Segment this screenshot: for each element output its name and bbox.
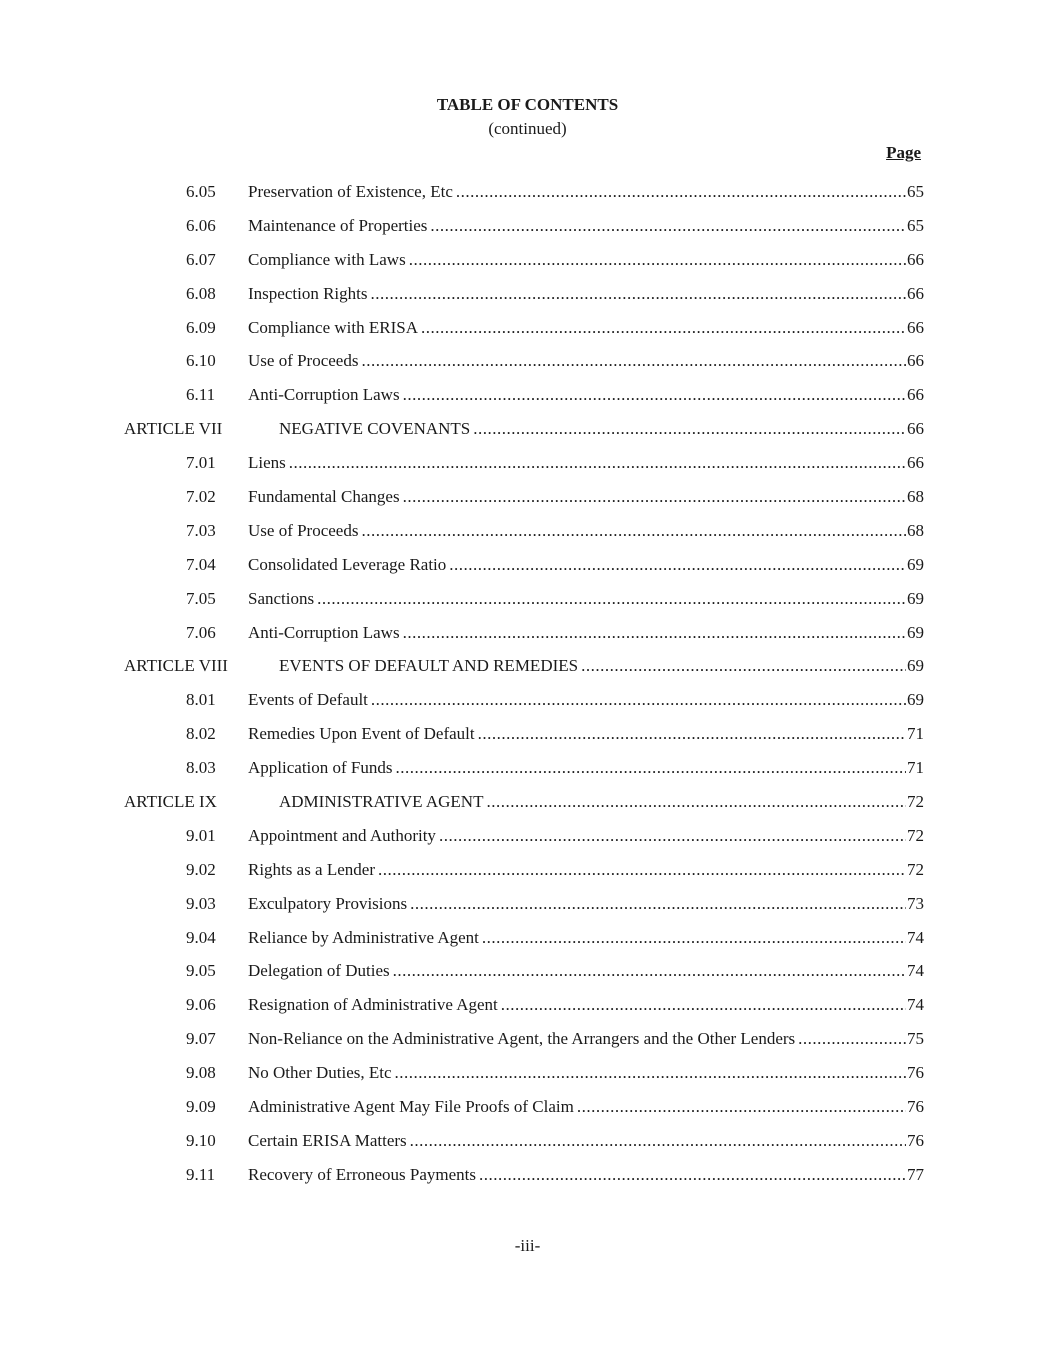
- section-number: 9.02: [186, 859, 216, 879]
- page-reference: 69: [907, 690, 924, 710]
- article-number: ARTICLE VIII: [124, 656, 228, 676]
- dot-leader: [370, 284, 906, 304]
- section-number: 7.02: [186, 487, 216, 507]
- toc-section-row: [0, 826, 1055, 860]
- page-reference: 66: [907, 351, 924, 371]
- dot-leader: [371, 690, 906, 710]
- dot-leader: [479, 1165, 906, 1185]
- dot-leader: [430, 216, 906, 236]
- toc-entry: [248, 318, 924, 338]
- dot-leader: [410, 1131, 906, 1151]
- toc-section-row: [0, 995, 1055, 1029]
- toc-section-row: [0, 1029, 1055, 1063]
- page-reference: 66: [907, 419, 924, 439]
- page-reference: 76: [907, 1130, 924, 1150]
- section-number: 7.01: [186, 453, 216, 473]
- section-title: Appointment and Authority: [248, 825, 436, 845]
- toc-subtitle: (continued): [488, 119, 567, 138]
- section-number: 9.05: [186, 961, 216, 981]
- page-reference: 66: [907, 317, 924, 337]
- toc-section-row: [0, 487, 1055, 521]
- article-title: EVENTS OF DEFAULT AND REMEDIES: [279, 656, 579, 676]
- section-number: 6.10: [186, 351, 216, 371]
- section-title: Remedies Upon Event of Default: [248, 724, 475, 744]
- dot-leader: [456, 182, 906, 202]
- toc-entry: [248, 690, 924, 710]
- toc-section-row: [0, 284, 1055, 318]
- page-reference: 77: [907, 1164, 924, 1184]
- toc-entry: [279, 792, 924, 812]
- section-number: 9.11: [186, 1164, 216, 1184]
- dot-leader: [473, 419, 906, 439]
- section-number: 8.01: [186, 690, 216, 710]
- section-title: Inspection Rights: [248, 283, 368, 303]
- toc-entry: [248, 995, 924, 1015]
- dot-leader: [439, 826, 906, 846]
- article-number: ARTICLE VII: [124, 419, 223, 439]
- page-number: -iii-: [514, 1236, 541, 1255]
- toc-entry: [248, 724, 924, 744]
- toc-title: TABLE OF CONTENTS: [436, 95, 619, 114]
- page-reference: 69: [907, 554, 924, 574]
- section-title: Maintenance of Properties: [248, 215, 428, 235]
- toc-entry: [248, 385, 924, 405]
- section-number: 8.02: [186, 724, 216, 744]
- section-title: Non-Reliance on the Administrative Agent, the Arrangers and the Other Lenders: [248, 1029, 796, 1049]
- toc-entry: [248, 758, 924, 778]
- toc-section-row: [0, 555, 1055, 589]
- toc-entry: [248, 1063, 924, 1083]
- toc-section-row: [0, 690, 1055, 724]
- section-number: 6.09: [186, 317, 216, 337]
- section-number: 9.06: [186, 995, 216, 1015]
- toc-section-row: [0, 453, 1055, 487]
- article-title: ADMINISTRATIVE AGENT: [279, 792, 484, 812]
- dot-leader: [581, 656, 906, 676]
- toc-section-row: [0, 351, 1055, 385]
- section-number: 9.07: [186, 1029, 216, 1049]
- toc-section-row: [0, 385, 1055, 419]
- dot-leader: [395, 1063, 906, 1083]
- section-number: 7.04: [186, 554, 216, 574]
- toc-section-row: [0, 589, 1055, 623]
- toc-article-row: [0, 792, 1055, 826]
- page-reference: 69: [907, 588, 924, 608]
- section-number: 9.10: [186, 1130, 216, 1150]
- section-title: Compliance with Laws: [248, 249, 406, 269]
- page-reference: 74: [907, 995, 924, 1015]
- section-title: No Other Duties, Etc: [248, 1063, 392, 1083]
- dot-leader: [361, 521, 906, 541]
- toc-section-row: [0, 894, 1055, 928]
- toc-entry: [248, 928, 924, 948]
- section-number: 9.01: [186, 825, 216, 845]
- toc-entry: [248, 250, 924, 270]
- section-title: Administrative Agent May File Proofs of Claim: [248, 1097, 574, 1117]
- dot-leader: [486, 792, 906, 812]
- section-number: 6.06: [186, 215, 216, 235]
- page-reference: 71: [907, 758, 924, 778]
- section-title: Recovery of Erroneous Payments: [248, 1164, 477, 1184]
- toc-section-row: [0, 623, 1055, 657]
- dot-leader: [289, 453, 906, 473]
- section-number: 9.03: [186, 893, 216, 913]
- section-title: Rights as a Lender: [248, 859, 375, 879]
- toc-section-row: [0, 1097, 1055, 1131]
- page-reference: 65: [907, 215, 924, 235]
- page-column-label: Page: [886, 143, 921, 162]
- toc-list: [0, 182, 1055, 1199]
- toc-entry: [248, 1097, 924, 1117]
- section-number: 7.06: [186, 622, 216, 642]
- section-number: 9.04: [186, 927, 216, 947]
- toc-entry: [279, 656, 924, 676]
- page-reference: 74: [907, 961, 924, 981]
- page-reference: 65: [907, 182, 924, 201]
- section-title: Use of Proceeds: [248, 520, 359, 540]
- section-title: Delegation of Duties: [248, 961, 390, 981]
- toc-article-row: [0, 419, 1055, 453]
- toc-entry: [248, 555, 924, 575]
- section-title: Reliance by Administrative Agent: [248, 927, 479, 947]
- dot-leader: [409, 250, 906, 270]
- toc-entry: [248, 284, 924, 304]
- dot-leader: [378, 860, 906, 880]
- toc-section-row: [0, 928, 1055, 962]
- dot-leader: [403, 385, 906, 405]
- toc-section-row: [0, 521, 1055, 555]
- section-number: 8.03: [186, 758, 216, 778]
- page-reference: 66: [907, 283, 924, 303]
- page-reference: 68: [907, 520, 924, 540]
- toc-entry: [248, 589, 924, 609]
- section-title: Compliance with ERISA: [248, 317, 418, 337]
- dot-leader: [501, 995, 906, 1015]
- toc-entry: [248, 860, 924, 880]
- page-reference: 66: [907, 385, 924, 405]
- page-reference: 72: [907, 859, 924, 879]
- dot-leader: [396, 758, 907, 778]
- toc-entry: [248, 1029, 924, 1049]
- section-title: Anti-Corruption Laws: [248, 385, 400, 405]
- section-title: Events of Default: [248, 690, 368, 710]
- dot-leader: [403, 487, 906, 507]
- dot-leader: [317, 589, 906, 609]
- toc-section-row: [0, 1131, 1055, 1165]
- dot-leader: [577, 1097, 906, 1117]
- toc-entry: [248, 351, 924, 371]
- page-reference: 69: [907, 656, 924, 676]
- dot-leader: [798, 1029, 906, 1049]
- toc-article-row: [0, 656, 1055, 690]
- toc-entry: [279, 419, 924, 439]
- dot-leader: [393, 961, 906, 981]
- dot-leader: [449, 555, 906, 575]
- page-reference: 74: [907, 927, 924, 947]
- toc-section-row: [0, 1165, 1055, 1199]
- section-title: Preservation of Existence, Etc: [248, 182, 453, 201]
- page-reference: 66: [907, 249, 924, 269]
- toc-entry: [248, 1131, 924, 1151]
- toc-section-row: [0, 724, 1055, 758]
- dot-leader: [410, 894, 906, 914]
- section-number: 9.08: [186, 1063, 216, 1083]
- toc-section-row: [0, 216, 1055, 250]
- section-number: 6.05: [186, 182, 216, 201]
- page-reference: 72: [907, 792, 924, 812]
- toc-entry: [248, 216, 924, 236]
- toc-section-row: [0, 182, 1055, 216]
- page-reference: 71: [907, 724, 924, 744]
- toc-entry: [248, 453, 924, 473]
- toc-section-row: [0, 318, 1055, 352]
- toc-entry: [248, 487, 924, 507]
- toc-entry: [248, 1165, 924, 1185]
- page-reference: 72: [907, 825, 924, 845]
- page-reference: 76: [907, 1097, 924, 1117]
- article-title: NEGATIVE COVENANTS: [279, 419, 471, 439]
- section-title: Application of Funds: [248, 758, 393, 778]
- toc-entry: [248, 826, 924, 846]
- toc-entry: [248, 894, 924, 914]
- toc-entry: [248, 182, 924, 202]
- section-title: Exculpatory Provisions: [248, 893, 408, 913]
- page-reference: 68: [907, 487, 924, 507]
- toc-entry: [248, 521, 924, 541]
- page-reference: 73: [907, 893, 924, 913]
- article-number: ARTICLE IX: [124, 792, 217, 812]
- page-reference: 66: [907, 453, 924, 473]
- dot-leader: [421, 318, 906, 338]
- section-title: Fundamental Changes: [248, 487, 400, 507]
- section-title: Consolidated Leverage Ratio: [248, 554, 447, 574]
- toc-entry: [248, 961, 924, 981]
- section-number: 7.03: [186, 520, 216, 540]
- toc-section-row: [0, 758, 1055, 792]
- page-reference: 69: [907, 622, 924, 642]
- dot-leader: [403, 623, 906, 643]
- toc-entry: [248, 623, 924, 643]
- page-reference: 76: [907, 1063, 924, 1083]
- section-number: 6.11: [186, 385, 216, 405]
- section-title: Use of Proceeds: [248, 351, 359, 371]
- dot-leader: [482, 928, 906, 948]
- section-number: 9.09: [186, 1097, 216, 1117]
- section-title: Sanctions: [248, 588, 315, 608]
- section-number: 7.05: [186, 588, 216, 608]
- toc-section-row: [0, 250, 1055, 284]
- section-number: 6.07: [186, 249, 216, 269]
- toc-section-row: [0, 961, 1055, 995]
- section-title: Liens: [248, 453, 286, 473]
- section-title: Resignation of Administrative Agent: [248, 995, 498, 1015]
- dot-leader: [361, 351, 906, 371]
- page-reference: 75: [907, 1029, 924, 1049]
- toc-section-row: [0, 860, 1055, 894]
- dot-leader: [478, 724, 906, 744]
- section-title: Anti-Corruption Laws: [248, 622, 400, 642]
- section-number: 6.08: [186, 283, 216, 303]
- toc-section-row: [0, 1063, 1055, 1097]
- section-title: Certain ERISA Matters: [248, 1130, 407, 1150]
